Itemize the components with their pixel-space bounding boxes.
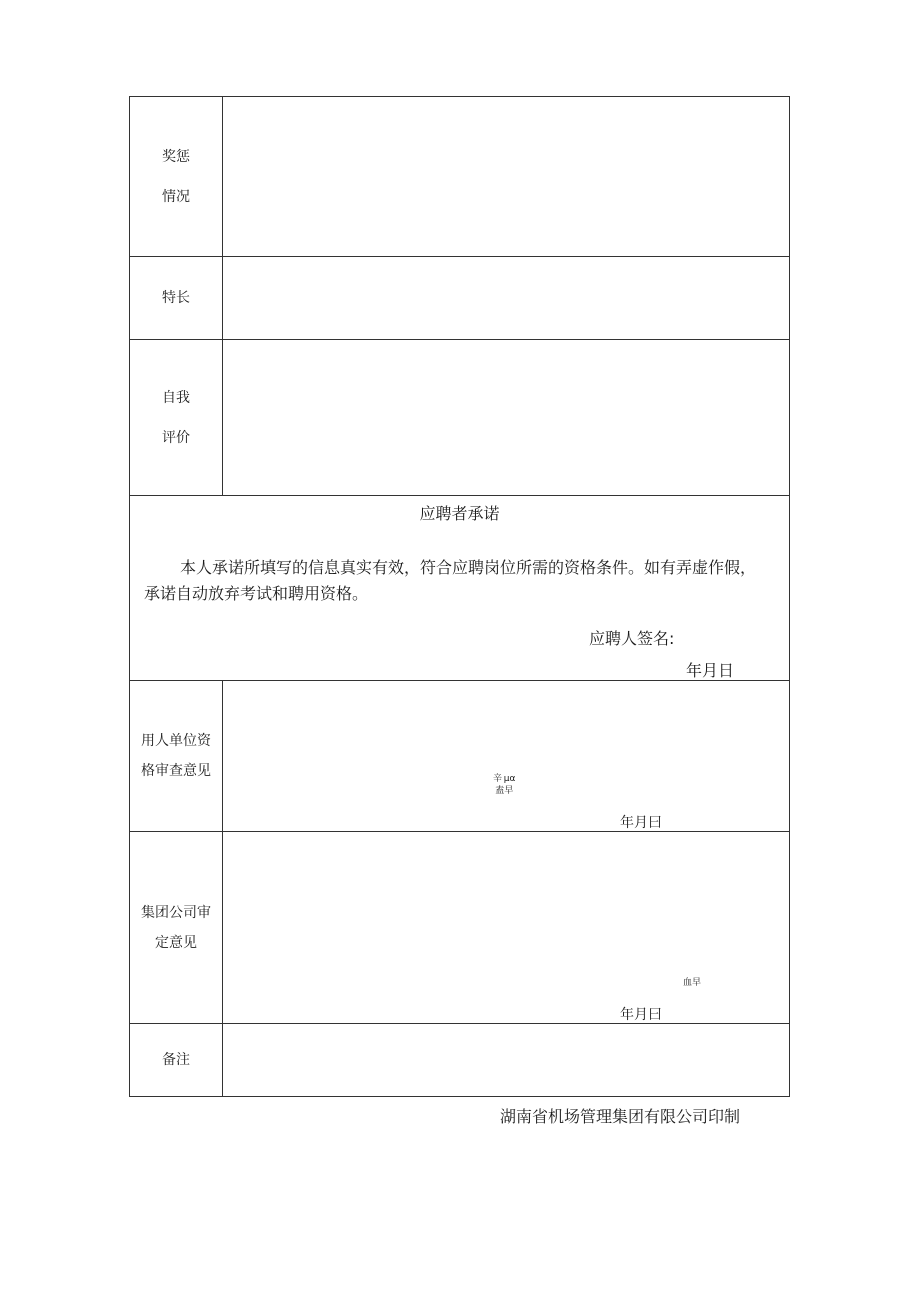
specialty-row [130,257,790,340]
awards-label-line1: 奖惩 [162,148,190,165]
employer-stamp-text [493,773,515,797]
group-stamp-text: 血早 [683,978,702,988]
employer-review-label-line1: 用人单位资 [141,733,211,749]
awards-label-cell [130,97,223,257]
employer-review-row [130,681,790,832]
remarks-content-field[interactable] [223,1024,790,1097]
specialty-label-cell [130,257,223,340]
remarks-label-cell [130,1024,223,1097]
printer-footer: 湖南省机场管理集团有限公司印制 [500,1107,741,1126]
pledge-signature-label: 应聘人签名: [589,628,675,648]
employer-stamp-line2: 盍早 [495,786,514,796]
group-review-row [130,832,790,1024]
awards-row [130,97,790,257]
pledge-title: 应聘者承诺 [419,503,500,523]
self-eval-label-line2: 评价 [162,429,190,446]
employer-review-label-line2: 格审查意见 [141,763,211,779]
employer-review-content-field[interactable] [223,681,790,832]
awards-content-field[interactable] [223,97,790,257]
pledge-body: 本人承诺所填写的信息真实有效，符合应聘岗位所需的资格条件。如有弄虚作假，承诺自动放弃考试和聘用资格。 [144,557,757,603]
employer-stamp-line1: 辛 μα [493,774,516,784]
self-eval-content-field[interactable] [223,340,790,496]
specialty-content-field[interactable] [223,257,790,340]
employer-review-label-cell [130,681,223,832]
pledge-cell [130,496,790,681]
group-review-label-line1: 集团公司审 [141,904,211,921]
awards-label-line2: 情况 [162,188,190,205]
employer-review-date-label: 年月曰 [620,815,662,831]
group-review-label-cell [130,832,223,1024]
remarks-row [130,1024,790,1097]
group-review-date-label: 年月曰 [620,1007,662,1023]
pledge-row [130,496,790,681]
specialty-label: 特长 [162,290,190,306]
pledge-date-label: 年月日 [686,660,735,680]
self-eval-row [130,340,790,496]
application-form-table [129,96,790,1097]
self-eval-label-cell [130,340,223,496]
group-review-content-field[interactable] [223,832,790,1024]
group-review-label-line2: 定意见 [155,934,197,951]
remarks-label: 备注 [162,1052,190,1068]
self-eval-label-line1: 自我 [162,389,190,406]
